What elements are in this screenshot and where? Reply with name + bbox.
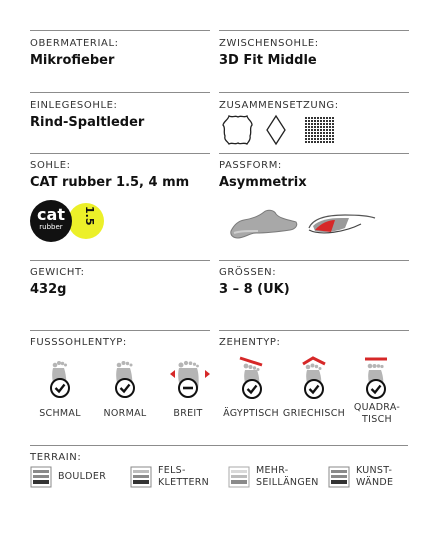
textile-mesh-icon [305,117,335,143]
logo-black-disc [30,200,72,242]
fusssohlentyp-label: FUSSSOHLENTYP: [30,337,127,348]
terrain-indoor-wall-label [356,465,393,489]
leather-icon [221,114,255,146]
foot-type-label: BREIT [173,408,203,419]
zehentyp-label: ZEHENTYP: [219,337,281,348]
cat-rubber-logo [30,200,110,242]
einlegesohle-value: Rind-Spaltleder [30,115,145,130]
divider [30,30,210,31]
divider [30,330,210,331]
divider [219,30,409,31]
foot-wide-icon [168,358,212,400]
logo-sub: rubber [39,223,63,231]
terrain-rock-climbing-icon [130,466,152,488]
asymmetric-shoe-side-icon [228,205,300,241]
synthetic-diamond-icon [265,114,287,146]
divider [30,445,408,446]
foot-normal-icon [110,358,140,400]
terrain-label-line1: MEHR- [256,465,289,476]
toe-egyptian-icon [236,355,268,400]
toe-type-label-line1: QUADRA- [353,402,401,413]
toe-square-icon [360,355,392,400]
zwischensohle-label: ZWISCHENSOHLE: [219,38,319,49]
toe-type-label-line2: TISCH [362,414,392,425]
divider [219,92,409,93]
passform-value: Asymmetrix [219,175,307,190]
toe-type-label: ÄGYPTISCH [223,408,279,419]
foot-type-label: NORMAL [103,408,147,419]
divider [219,260,409,261]
toe-type-label: GRIECHISCH [282,408,346,419]
divider [30,260,210,261]
gewicht-label: GEWICHT: [30,267,85,278]
obermaterial-value: Mikrofieber [30,53,115,68]
zwischensohle-value: 3D Fit Middle [219,53,317,68]
foot-narrow-icon [45,358,75,400]
terrain-label-line2: SEILLÄNGEN [256,477,319,488]
foot-type-label: SCHMAL [39,408,81,419]
zusammensetzung-label: ZUSAMMENSETZUNG: [219,100,339,111]
logo-brand: cat [37,205,65,224]
terrain-label: TERRAIN: [30,452,82,463]
einlegesohle-label: EINLEGESOHLE: [30,100,118,111]
asymmetric-sole-profile-icon [305,206,377,238]
terrain-indoor-wall-icon [328,466,350,488]
terrain-boulder-label: BOULDER [58,471,107,482]
terrain-multipitch-label [256,465,319,489]
terrain-label-line1: FELS- [158,465,186,476]
groessen-value: 3 – 8 (UK) [219,282,290,297]
sohle-label: SOHLE: [30,160,71,171]
divider [30,92,210,93]
terrain-label-line2: KLETTERN [158,477,210,488]
terrain-multipitch-icon [228,466,250,488]
divider [30,153,210,154]
divider [219,330,409,331]
logo-grade: 1.5 [83,206,96,226]
passform-label: PASSFORM: [219,160,282,171]
terrain-rock-climbing-label [158,465,209,489]
terrain-label-line1: KUNST- [356,465,393,476]
divider [219,153,409,154]
gewicht-value: 432g [30,282,67,297]
sohle-value: CAT rubber 1.5, 4 mm [30,175,190,190]
terrain-label-line2: WÄNDE [356,477,394,488]
toe-greek-icon [298,355,330,400]
obermaterial-label: OBERMATERIAL: [30,38,119,49]
groessen-label: GRÖSSEN: [219,267,277,278]
terrain-boulder-icon [30,466,52,488]
toe-type-label [348,402,406,426]
